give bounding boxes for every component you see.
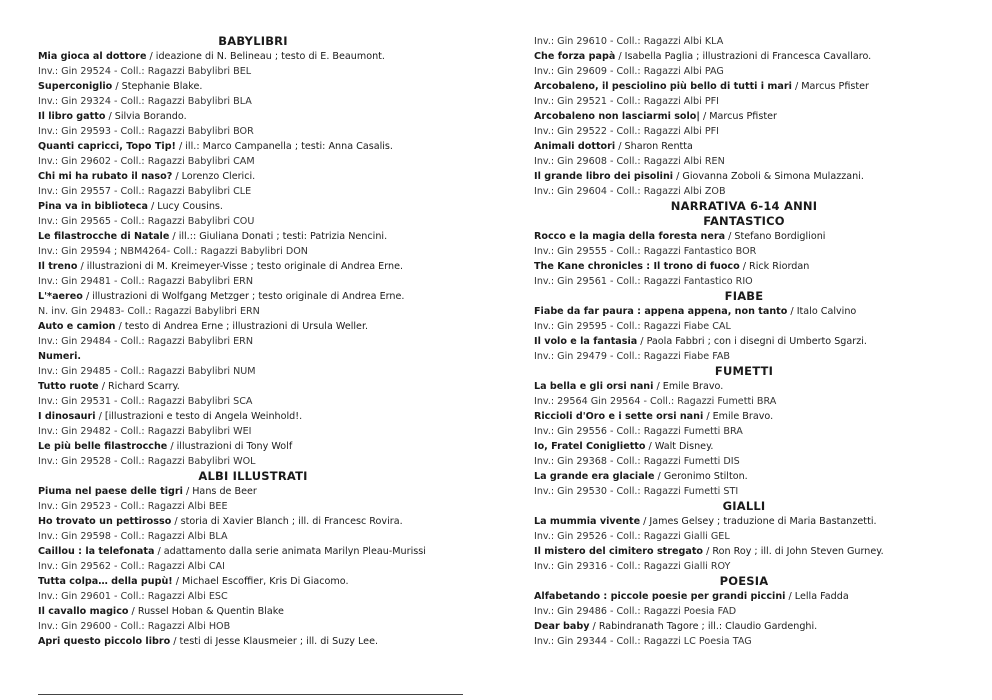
book-entry xyxy=(38,349,468,364)
book-entry xyxy=(534,259,954,274)
book-title: Animali dottori xyxy=(534,141,616,152)
book-entry xyxy=(38,634,468,649)
book-entry xyxy=(38,289,468,304)
book-entry xyxy=(38,139,468,154)
book-author: / adattamento dalla serie animata Marilyn Pleau-Murissi xyxy=(154,546,426,557)
inventory-line: Inv.: Gin 29528 - Coll.: Ragazzi Babylibri WOL xyxy=(38,456,256,467)
inventory-line: N. inv. Gin 29483- Coll.: Ragazzi Babylibri ERN xyxy=(38,306,260,317)
inventory-line: Inv.: Gin 29601 - Coll.: Ragazzi Albi ESC xyxy=(38,591,228,602)
book-author: / Sharon Rentta xyxy=(615,141,693,152)
book-author: / Michael Escoffier, Kris Di Giacomo. xyxy=(172,576,349,587)
book-author: / Isabella Paglia ; illustrazioni di Francesca Cavallaro. xyxy=(615,51,872,62)
book-title: Il mistero del cimitero stregato xyxy=(534,546,704,557)
book-entry xyxy=(534,514,954,529)
book-author: / Stephanie Blake. xyxy=(112,81,203,92)
book-title: Tutto ruote xyxy=(38,381,99,392)
inventory-line: Inv.: Gin 29521 - Coll.: Ragazzi Albi PFI xyxy=(534,96,719,107)
book-title: Riccioli d'Oro e i sette orsi nani xyxy=(534,411,704,422)
book-author: / illustrazioni di M. Kreimeyer-Visse ; testo originale di Andrea Erne. xyxy=(77,261,404,272)
book-title: Superconiglio xyxy=(38,81,113,92)
inventory-line: Inv.: Gin 29524 - Coll.: Ragazzi Babylibri BEL xyxy=(38,66,252,77)
book-title: Quanti capricci, Topo Tip! xyxy=(38,141,176,152)
book-author: / Emile Bravo. xyxy=(703,411,774,422)
book-entry xyxy=(534,169,954,184)
inventory-line: Inv.: Gin 29523 - Coll.: Ragazzi Albi BEE xyxy=(38,501,228,512)
book-entry xyxy=(534,109,954,124)
book-title: La bella e gli orsi nani xyxy=(534,381,654,392)
inventory-line: Inv.: 29564 Gin 29564 - Coll.: Ragazzi Fumetti BRA xyxy=(534,396,777,407)
book-author: / Marcus Pfister xyxy=(699,111,777,122)
book-author: / Marcus Pfister xyxy=(791,81,869,92)
book-entry xyxy=(38,49,468,64)
book-title: Il cavallo magico xyxy=(38,606,129,617)
book-author: / Rabindranath Tagore ; ill.: Claudio Gardenghi. xyxy=(589,621,818,632)
section-heading: FANTASTICO xyxy=(703,214,785,228)
book-title: Piuma nel paese delle tigri xyxy=(38,486,183,497)
book-title: Il grande libro dei pisolini xyxy=(534,171,674,182)
book-author: / Richard Scarry. xyxy=(98,381,180,392)
inventory-line: Inv.: Gin 29484 - Coll.: Ragazzi Babylibri ERN xyxy=(38,336,254,347)
inventory-line: Inv.: Gin 29594 ; NBM4264- Coll.: Ragazzi Babylibri DON xyxy=(38,246,308,257)
section-heading: BABYLIBRI xyxy=(218,34,288,48)
book-entry xyxy=(38,514,468,529)
book-title: Le più belle filastrocche xyxy=(38,441,168,452)
book-entry xyxy=(38,259,468,274)
book-entry xyxy=(38,319,468,334)
book-author: / Stefano Bordiglioni xyxy=(725,231,826,242)
book-author: / Geronimo Stilton. xyxy=(654,471,748,482)
book-entry xyxy=(534,439,954,454)
book-author: / ideazione di N. Belineau ; testo di E. Beaumont. xyxy=(146,51,385,62)
inventory-line: Inv.: Gin 29316 - Coll.: Ragazzi Gialli ROY xyxy=(534,561,731,572)
book-title: Il volo e la fantasia xyxy=(534,336,638,347)
inventory-line: Inv.: Gin 29479 - Coll.: Ragazzi Fiabe FAB xyxy=(534,351,730,362)
book-entry xyxy=(38,604,468,619)
inventory-line: Inv.: Gin 29608 - Coll.: Ragazzi Albi REN xyxy=(534,156,725,167)
inventory-line: Inv.: Gin 29486 - Coll.: Ragazzi Poesia FAD xyxy=(534,606,737,617)
book-author: / Lella Fadda xyxy=(785,591,849,602)
book-author: / Lorenzo Clerici. xyxy=(172,171,256,182)
book-title: Dear baby xyxy=(534,621,590,632)
book-author: / [illustrazioni e testo di Angela Weinhold!. xyxy=(95,411,303,422)
inventory-line: Inv.: Gin 29600 - Coll.: Ragazzi Albi HOB xyxy=(38,621,231,632)
book-author: / ill.:: Giuliana Donati ; testi: Patrizia Nencini. xyxy=(169,231,388,242)
book-entry xyxy=(534,229,954,244)
book-entry xyxy=(38,169,468,184)
book-author: / Paola Fabbri ; con i disegni di Umberto Sgarzi. xyxy=(637,336,867,347)
inventory-line: Inv.: Gin 29522 - Coll.: Ragazzi Albi PFI xyxy=(534,126,719,137)
book-title: Che forza papà xyxy=(534,51,616,62)
inventory-line: Inv.: Gin 29562 - Coll.: Ragazzi Albi CAI xyxy=(38,561,225,572)
inventory-line: Inv.: Gin 29602 - Coll.: Ragazzi Babylibri CAM xyxy=(38,156,255,167)
inventory-line: Inv.: Gin 29604 - Coll.: Ragazzi Albi ZOB xyxy=(534,186,726,197)
inventory-line: Inv.: Gin 29531 - Coll.: Ragazzi Babylibri SCA xyxy=(38,396,253,407)
book-entry xyxy=(38,439,468,454)
section-heading: FUMETTI xyxy=(714,364,774,378)
book-entry xyxy=(38,109,468,124)
catalog-column-right xyxy=(534,34,954,649)
book-title: Fiabe da far paura : appena appena, non tanto xyxy=(534,306,788,317)
book-entry xyxy=(534,49,954,64)
book-author: / Walt Disney. xyxy=(645,441,714,452)
inventory-line: Inv.: Gin 29482 - Coll.: Ragazzi Babylibri WEI xyxy=(38,426,252,437)
book-entry xyxy=(534,304,954,319)
book-entry xyxy=(38,484,468,499)
book-author: / James Gelsey ; traduzione di Maria Bastanzetti. xyxy=(640,516,877,527)
book-author: / Hans de Beer xyxy=(182,486,257,497)
book-title: Apri questo piccolo libro xyxy=(38,636,171,647)
inventory-line: Inv.: Gin 29481 - Coll.: Ragazzi Babylibri ERN xyxy=(38,276,254,287)
book-entry xyxy=(534,334,954,349)
book-title: The Kane chronicles : Il trono di fuoco xyxy=(534,261,740,272)
book-title: Alfabetando : piccole poesie per grandi piccini xyxy=(534,591,786,602)
inventory-line: Inv.: Gin 29526 - Coll.: Ragazzi Gialli GEL xyxy=(534,531,730,542)
inventory-line: Inv.: Gin 29555 - Coll.: Ragazzi Fantastico BOR xyxy=(534,246,757,257)
inventory-line: Inv.: Gin 29598 - Coll.: Ragazzi Albi BLA xyxy=(38,531,228,542)
book-title: La mummia vivente xyxy=(534,516,641,527)
book-entry xyxy=(38,79,468,94)
catalog-column-left xyxy=(38,34,468,649)
book-author: / Russel Hoban & Quentin Blake xyxy=(128,606,284,617)
inventory-line: Inv.: Gin 29595 - Coll.: Ragazzi Fiabe CAL xyxy=(534,321,731,332)
book-entry xyxy=(534,469,954,484)
section-heading: FIABE xyxy=(724,289,764,303)
book-title: Auto e camion xyxy=(38,321,116,332)
book-title: Ho trovato un pettirosso xyxy=(38,516,172,527)
inventory-line: Inv.: Gin 29324 - Coll.: Ragazzi Babylibri BLA xyxy=(38,96,252,107)
book-title: Le filastrocche di Natale xyxy=(38,231,170,242)
book-title: Chi mi ha rubato il naso? xyxy=(38,171,173,182)
book-entry xyxy=(534,409,954,424)
inventory-line: Inv.: Gin 29368 - Coll.: Ragazzi Fumetti DIS xyxy=(534,456,740,467)
book-entry xyxy=(534,589,954,604)
section-heading: POESIA xyxy=(719,574,769,588)
inventory-line: Inv.: Gin 29556 - Coll.: Ragazzi Fumetti BRA xyxy=(534,426,743,437)
book-author: / Rick Riordan xyxy=(739,261,810,272)
book-title: Arcobaleno non lasciarmi solo| xyxy=(534,111,700,122)
book-entry xyxy=(38,379,468,394)
inventory-line: Inv.: Gin 29609 - Coll.: Ragazzi Albi PAG xyxy=(534,66,724,77)
inventory-line: Inv.: Gin 29344 - Coll.: Ragazzi LC Poesia TAG xyxy=(534,636,752,647)
section-heading: GIALLI xyxy=(722,499,766,513)
book-title: Io, Fratel Coniglietto xyxy=(534,441,646,452)
book-title: Numeri. xyxy=(38,351,82,362)
book-entry xyxy=(534,139,954,154)
book-entry xyxy=(534,619,954,634)
inventory-line: Inv.: Gin 29485 - Coll.: Ragazzi Babylibri NUM xyxy=(38,366,256,377)
book-author: / ill.: Marco Campanella ; testi: Anna Casalis. xyxy=(175,141,393,152)
book-title: Il treno xyxy=(38,261,78,272)
book-title: Pina va in biblioteca xyxy=(38,201,148,212)
section-heading: NARRATIVA 6-14 ANNI xyxy=(670,199,818,213)
book-author: / testi di Jesse Klausmeier ; ill. di Suzy Lee. xyxy=(170,636,379,647)
book-author: / testo di Andrea Erne ; illustrazioni di Ursula Weller. xyxy=(115,321,369,332)
book-entry xyxy=(534,379,954,394)
book-title: Mia gioca al dottore xyxy=(38,51,147,62)
book-title: Arcobaleno, il pesciolino più bello di tutti i mari xyxy=(534,81,792,92)
book-author: / Silvia Borando. xyxy=(105,111,187,122)
book-entry xyxy=(38,574,468,589)
section-heading: ALBI ILLUSTRATI xyxy=(198,469,308,483)
book-entry xyxy=(534,544,954,559)
book-title: Rocco e la magia della foresta nera xyxy=(534,231,726,242)
book-author: / illustrazioni di Tony Wolf xyxy=(167,441,293,452)
book-entry xyxy=(38,544,468,559)
book-title: Il libro gatto xyxy=(38,111,106,122)
book-author: / Italo Calvino xyxy=(787,306,857,317)
book-title: L'*aereo xyxy=(38,291,83,302)
book-author: / storia di Xavier Blanch ; ill. di Francesc Rovira. xyxy=(171,516,403,527)
page-footer-divider xyxy=(38,694,463,695)
book-title: Tutta colpa… della pupù! xyxy=(38,576,173,587)
book-title: La grande era glaciale xyxy=(534,471,655,482)
book-entry xyxy=(38,199,468,214)
book-author: / Lucy Cousins. xyxy=(147,201,223,212)
inventory-line: Inv.: Gin 29610 - Coll.: Ragazzi Albi KLA xyxy=(534,36,724,47)
book-author: / Emile Bravo. xyxy=(653,381,724,392)
inventory-line: Inv.: Gin 29557 - Coll.: Ragazzi Babylibri CLE xyxy=(38,186,252,197)
book-entry xyxy=(38,409,468,424)
book-author: / Ron Roy ; ill. di John Steven Gurney. xyxy=(703,546,884,557)
book-title: Caillou : la telefonata xyxy=(38,546,155,557)
inventory-line: Inv.: Gin 29565 - Coll.: Ragazzi Babylibri COU xyxy=(38,216,255,227)
inventory-line: Inv.: Gin 29530 - Coll.: Ragazzi Fumetti STI xyxy=(534,486,739,497)
book-author: / Giovanna Zoboli & Simona Mulazzani. xyxy=(673,171,864,182)
inventory-line: Inv.: Gin 29561 - Coll.: Ragazzi Fantastico RIO xyxy=(534,276,753,287)
book-author: / illustrazioni di Wolfgang Metzger ; testo originale di Andrea Erne. xyxy=(82,291,405,302)
book-title: I dinosauri xyxy=(38,411,96,422)
book-entry xyxy=(534,79,954,94)
book-entry xyxy=(38,229,468,244)
inventory-line: Inv.: Gin 29593 - Coll.: Ragazzi Babylibri BOR xyxy=(38,126,254,137)
